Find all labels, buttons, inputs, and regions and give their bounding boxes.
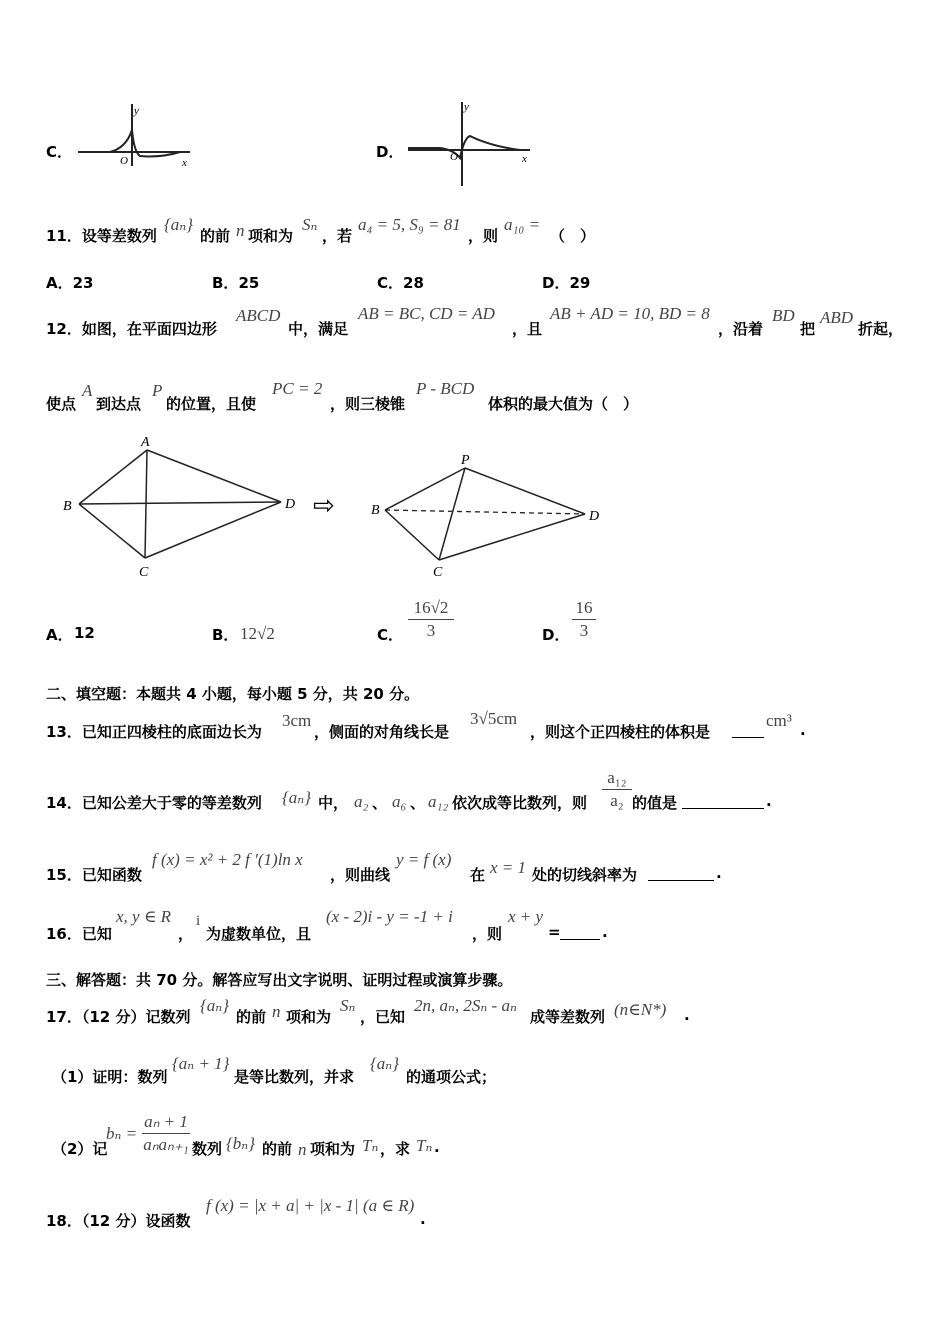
q14-a6: a₆ [392, 792, 407, 811]
label-c: C [433, 565, 443, 580]
q12-option-a-value[interactable]: 12 [74, 624, 95, 642]
q12-option-b-value[interactable]: 12√2 [240, 624, 275, 643]
q16-text-2: ， [178, 925, 194, 943]
q12-pbcd: P - BCD [416, 379, 475, 398]
q11-n: n [236, 221, 245, 240]
label-d: D [285, 497, 296, 512]
q18-function: f (x) = |x + a| + |x - 1| (a ∈ R) [206, 1196, 415, 1215]
q12-abd: ABD [820, 308, 854, 327]
q17-text-3: 项和为 [286, 1008, 332, 1026]
q12-line2-5: 体积的最大值为（ ） [488, 395, 639, 413]
axis-x-label: x [522, 153, 527, 165]
q14-seq: {aₙ} [282, 788, 311, 807]
q18-text-1: 18．（12 分）设函数 [46, 1212, 191, 1230]
q17-part2-text-2: 数列 [192, 1140, 223, 1158]
q13-end: . [800, 721, 806, 739]
q16-sum: x + y [508, 907, 544, 926]
q17-tn: Tₙ [362, 1136, 379, 1155]
q16-end: . [602, 923, 608, 941]
q12-p: P [152, 381, 163, 400]
q15-text-4: 处的切线斜率为 [532, 866, 638, 884]
q12-abcd: ABCD [236, 306, 281, 325]
q17-text-4: ，已知 [360, 1008, 406, 1026]
q15-x1: x = 1 [490, 858, 527, 877]
q15-end: . [716, 864, 722, 882]
axis-y-label: y [464, 101, 469, 113]
q14-end: . [766, 792, 772, 810]
q17-part2-n: n [298, 1140, 307, 1159]
q11-option-a[interactable]: A．23 [46, 274, 94, 292]
q16-xy: x, y ∈ R [116, 907, 172, 926]
figure-left-quad [63, 435, 295, 580]
q13-answer-blank[interactable] [732, 721, 764, 738]
q11-condition: a₄ = 5, S₉ = 81 [358, 215, 461, 234]
axis-x-label: x [182, 157, 187, 169]
q14-a12: a₁₂ [428, 792, 449, 811]
q12-bd: BD [772, 306, 795, 325]
q12-line2-1: 使点 [46, 395, 77, 413]
q17-bn: bₙ = [106, 1124, 138, 1143]
q11-option-d[interactable]: D．29 [542, 274, 591, 292]
q12-option-d-fraction[interactable]: 16 3 [572, 598, 596, 641]
q14-text-3: 依次成等比数列，则 [452, 794, 588, 812]
q16-answer-blank[interactable] [560, 923, 600, 940]
section-3-heading: 三、解答题：共 70 分。解答应写出文字说明、证明过程或演算步骤。 [46, 971, 513, 989]
q14-text-4: 的值是 [632, 794, 678, 812]
q17-n: n [272, 1002, 281, 1021]
q12-line2-4: ，则三棱锥 [330, 395, 406, 413]
q12-text-5: 把 [800, 320, 816, 338]
q12-cond2: AB + AD = 10, BD = 8 [550, 304, 710, 323]
q10-option-d-label[interactable]: D． [376, 143, 404, 161]
q17-part2-seq: {bₙ} [226, 1134, 255, 1153]
label-a: A [141, 435, 150, 450]
q14-sep-2: 、 [410, 794, 426, 812]
q17-part1-text-1: （1）证明：数列 [52, 1068, 168, 1086]
q10-graph-c[interactable] [70, 100, 200, 170]
q12-text-6: 折起， [858, 320, 904, 338]
q14-sep-1: 、 [372, 794, 388, 812]
q11-option-b[interactable]: B．25 [212, 274, 260, 292]
q16-text-4: ，则 [472, 925, 503, 943]
q17-bn-fraction: aₙ + 1 aₙaₙ₊₁ [143, 1112, 189, 1154]
q11-text-4: ，若 [322, 227, 353, 245]
q12-pc: PC = 2 [272, 379, 323, 398]
q17-part1-seq2: {aₙ} [370, 1054, 399, 1073]
q17-part2-text-3: 的前 [262, 1140, 293, 1158]
q11-a10: a₁₀ = [504, 215, 541, 234]
q11-option-c[interactable]: C．28 [377, 274, 424, 292]
q16-eq-sign: = [548, 923, 561, 941]
curve [408, 136, 520, 158]
q15-answer-blank[interactable] [648, 864, 714, 881]
q12-a: A [82, 381, 93, 400]
q14-answer-blank[interactable] [682, 792, 764, 809]
q16-text-3: 为虚数单位，且 [206, 925, 312, 943]
q16-i: i [196, 913, 201, 929]
q11-sn: Sₙ [302, 215, 318, 234]
q10-option-c-label[interactable]: C． [46, 143, 73, 161]
q15-curve: y = f (x) [396, 850, 452, 869]
q17-text-1: 17．（12 分）记数列 [46, 1008, 191, 1026]
q15-text-1: 15．已知函数 [46, 866, 142, 884]
label-d: D [589, 509, 600, 524]
fold-arrow-icon: ⇨ [313, 491, 335, 521]
q12-option-c-label[interactable]: C． [377, 626, 404, 644]
figure-right-pyramid [371, 453, 599, 580]
q14-text-2: 中， [318, 794, 349, 812]
q12-option-d-label[interactable]: D． [542, 626, 570, 644]
q12-option-a-label[interactable]: A． [46, 626, 73, 644]
q17-tn-2: Tₙ [416, 1136, 433, 1155]
q13-unit: cm³ [766, 711, 792, 730]
q12-line2-2: 到达点 [96, 395, 142, 413]
q11-seq: {aₙ} [164, 215, 193, 234]
q14-text-1: 14．已知公差大于零的等差数列 [46, 794, 262, 812]
label-b: B [63, 499, 72, 514]
q12-text-3: ，且 [512, 320, 543, 338]
q13-text-3: ，则这个正四棱柱的体积是 [530, 723, 711, 741]
q17-part2-text-4: 项和为 [310, 1140, 356, 1158]
section-2-heading: 二、填空题：本题共 4 小题，每小题 5 分，共 20 分。 [46, 685, 420, 703]
q17-part1-text-3: 的通项公式； [406, 1068, 497, 1086]
q18-end: . [420, 1210, 426, 1228]
q12-option-c-fraction[interactable]: 16√2 3 [408, 598, 454, 641]
q14-fraction: a₁₂ a₂ [602, 768, 632, 811]
q17-part2-end: . [434, 1138, 440, 1156]
q15-text-3: 在 [470, 866, 486, 884]
q13-text-2: ，侧面的对角线长是 [314, 723, 450, 741]
q12-line2-3: 的位置，且使 [166, 395, 257, 413]
q17-sn: Sₙ [340, 996, 356, 1015]
q12-cond1: AB = BC, CD = AD [358, 304, 495, 323]
q12-option-b-label[interactable]: B． [212, 626, 239, 644]
q17-text-2: 的前 [236, 1008, 267, 1026]
q17-terms: 2n, aₙ, 2Sₙ - aₙ [414, 996, 517, 1015]
q15-text-2: ，则曲线 [330, 866, 391, 884]
q12-figure [55, 430, 615, 580]
q16-text-1: 16．已知 [46, 925, 112, 943]
q16-equation: (x - 2)i - y = -1 + i [326, 907, 453, 926]
label-b: B [371, 503, 380, 518]
q17-part2-text-5: ，求 [380, 1140, 411, 1158]
label-c: C [139, 565, 149, 580]
q11-text-3: 项和为 [248, 227, 294, 245]
q13-v2: 3√5cm [470, 709, 518, 728]
q13-text-1: 13．已知正四棱柱的底面边长为 [46, 723, 262, 741]
q17-text-5: 成等差数列 [530, 1008, 606, 1026]
q17-part1-seq: {aₙ + 1} [172, 1054, 230, 1073]
q17-part2-text-1: （2）记 [52, 1140, 108, 1158]
q17-seq: {aₙ} [200, 996, 229, 1015]
origin-label: O [120, 155, 128, 167]
axis-y-label: y [134, 105, 139, 117]
q17-condition: (n∈N*) [614, 1000, 667, 1019]
q15-function: f (x) = x² + 2 f ′(1)ln x [152, 850, 303, 869]
label-p: P [461, 453, 470, 468]
q12-text-1: 12．如图，在平面四边形 [46, 320, 217, 338]
q11-text-2: 的前 [200, 227, 231, 245]
q17-end: . [684, 1006, 690, 1024]
q11-text-1: 11．设等差数列 [46, 227, 157, 245]
q12-text-4: ，沿着 [718, 320, 764, 338]
q13-v1: 3cm [282, 711, 312, 730]
origin-label: O [450, 151, 458, 163]
q10-graph-d[interactable] [400, 98, 540, 188]
q17-part1-text-2: 是等比数列，并求 [234, 1068, 355, 1086]
q11-paren: （ ） [550, 227, 596, 245]
q14-a2: a₂ [354, 792, 369, 811]
q11-text-5: ，则 [468, 227, 499, 245]
q12-text-2: 中，满足 [288, 320, 349, 338]
